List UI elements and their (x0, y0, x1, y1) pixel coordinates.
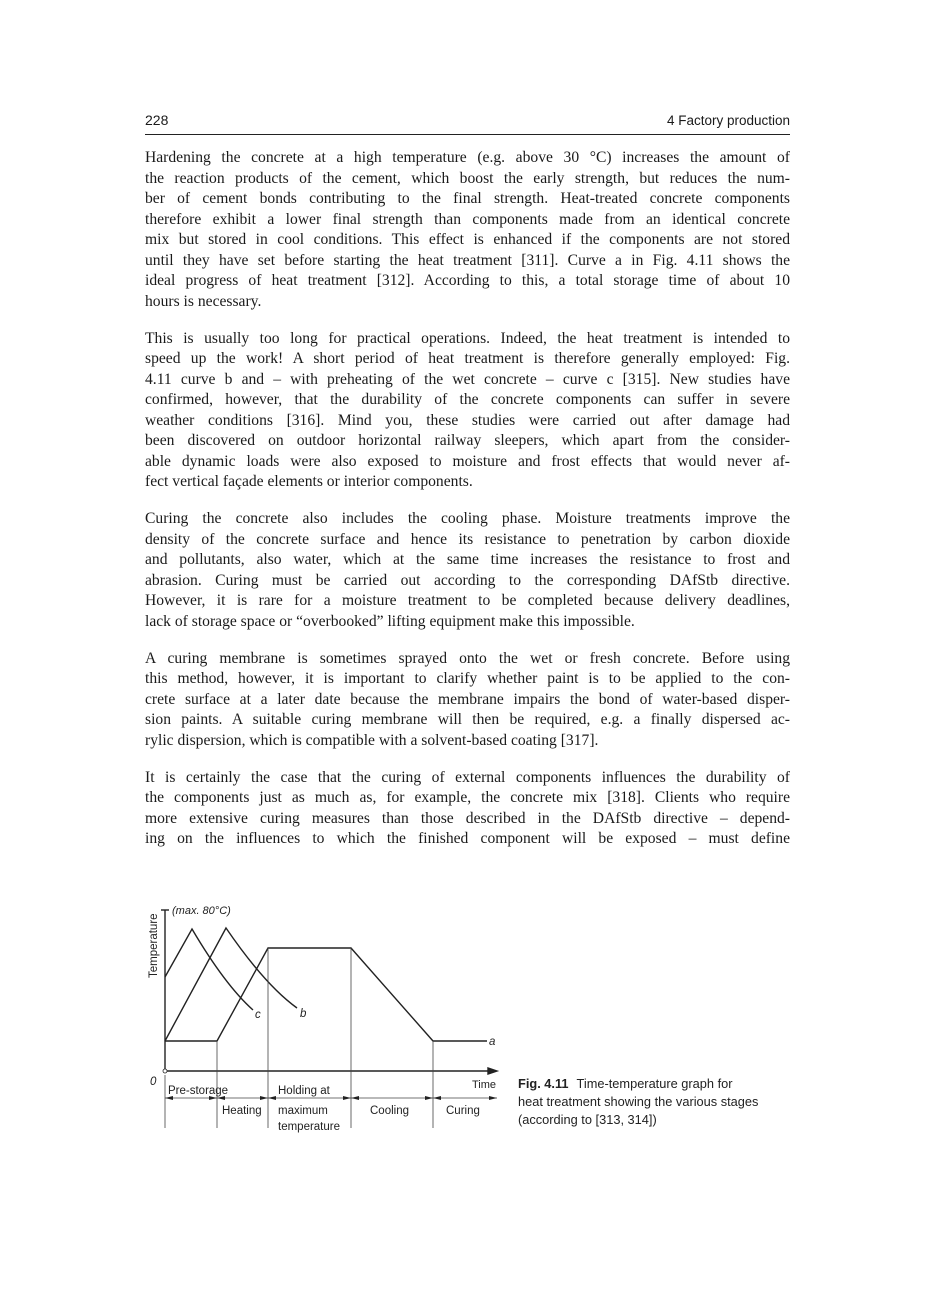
curve-c-label: c (255, 1009, 261, 1021)
chapter-title: 4 Factory production (666, 113, 790, 128)
curve-b (165, 928, 297, 1041)
text-line: Curing the concrete also includes the cooling phase. Moisture treatments improve the (145, 510, 790, 527)
text-line: 4.11 curve b and – with preheating of the wet concrete – curve c [315]. New studies have (145, 370, 790, 388)
curve-a-label: a (489, 1036, 496, 1048)
text-line: abrasion. Curing must be carried out according to the corresponding DAfStb directive. (145, 571, 790, 589)
text-line: Hardening the concrete at a high temperature (e.g. above 30 °C) increases the amount of (145, 149, 790, 166)
stage-holding-line3: temperature (278, 1121, 341, 1133)
dim-arrow (351, 1096, 359, 1100)
x-axis-label: Time (472, 1079, 497, 1091)
stage-cooling: Cooling (370, 1105, 409, 1117)
text-line: until they have set before starting the heat treatment [311]. Curve a in Fig. 4.11 shows the (145, 251, 790, 269)
text-line: density of the concrete surface and hence its resistance to penetration by carbon dioxide (145, 530, 790, 548)
text-line: ideal progress of heat treatment [312]. According to this, a total storage time of about 10 (145, 272, 790, 289)
text-line: and pollutants, also water, which at the same time increases the resistance to frost and (145, 551, 790, 568)
text-line: However, it is rare for a moisture treatment to be completed because delivery deadlines, (145, 592, 790, 609)
stage-heating: Heating (222, 1105, 262, 1117)
text-line: mix but stored in cool conditions. This effect is enhanced if the components are not stored (145, 231, 790, 248)
caption-line: Time-temperature graph for (576, 1076, 733, 1091)
stage-holding-line1: Holding at (278, 1085, 330, 1097)
caption-number: Fig. 4.11 (518, 1076, 569, 1091)
caption-line: (according to [313, 314]) (518, 1112, 657, 1127)
text-line: lack of storage space or “overbooked” lifting equipment make this impossible. (145, 612, 635, 630)
y-max-label: (max. 80°C) (172, 905, 231, 917)
dim-arrow (268, 1096, 276, 1100)
text-line: the components just as much as, for example, the concrete mix [318]. Clients who require (145, 789, 790, 806)
origin-label: 0 (150, 1076, 157, 1088)
text-line: crete surface at a later date because the membrane impairs the bond of water-based disper- (145, 690, 790, 708)
x-axis-arrow (488, 1068, 497, 1074)
y-axis-label: Temperature (148, 913, 160, 978)
stage-curing: Curing (446, 1105, 480, 1117)
text-line: hours is necessary. (145, 292, 262, 310)
text-line: sion paints. A suitable curing membrane will then be required, e.g. a finally dispersed ac- (145, 711, 790, 728)
text-line: therefore exhibit a lower final strength than components made from an identical concrete (145, 210, 790, 228)
text-line: been discovered on outdoor horizontal railway sleepers, which apart from the consider- (145, 432, 790, 449)
text-line: this method, however, it is important to clarify whether paint is to be applied to the con- (145, 670, 790, 687)
text-line: speed up the work! A short period of heat treatment is therefore generally employed: Fig. (145, 350, 790, 367)
text-line: the reaction products of the cement, which boost the early strength, but reduces the num- (145, 169, 790, 187)
text-line: able dynamic loads were also exposed to moisture and frost effects that would never af- (145, 452, 790, 470)
dim-arrow (489, 1096, 497, 1100)
dim-arrow (260, 1096, 268, 1100)
figure-caption (518, 1075, 758, 1129)
caption-line: heat treatment showing the various stages (518, 1094, 759, 1109)
text-line: more extensive curing measures than those described in the DAfStb directive – depend- (145, 809, 790, 827)
stage-pre-storage: Pre-storage (168, 1085, 229, 1097)
text-line: This is usually too long for practical operations. Indeed, the heat treatment is intended to (145, 329, 790, 347)
text-line: weather conditions [316]. Mind you, these studies were carried out after damage had (145, 411, 790, 429)
text-line: ing on the influences to which the finished component will be exposed – must define (145, 830, 790, 847)
page-number: 228 (145, 112, 169, 128)
stage-holding-line2: maximum (278, 1105, 328, 1117)
curve-b-label: b (300, 1008, 307, 1020)
text-line: rylic dispersion, which is compatible with a solvent-based coating [317]. (145, 731, 599, 749)
text-line: confirmed, however, that the durability of the concrete components can suffer in severe (145, 391, 790, 408)
dim-arrow (433, 1096, 441, 1100)
text-line: fect vertical façade elements or interior components. (145, 473, 473, 490)
text-line: A curing membrane is sometimes sprayed onto the wet or fresh concrete. Before using (145, 649, 790, 667)
text-line: ber of cement bonds contributing to the final strength. Heat-treated concrete components (145, 190, 790, 207)
dim-arrow (343, 1096, 351, 1100)
text-line: It is certainly the case that the curing of external components influences the durability of (145, 768, 790, 786)
dim-arrow (425, 1096, 433, 1100)
curve-c (165, 929, 253, 1010)
origin-marker (163, 1069, 167, 1073)
